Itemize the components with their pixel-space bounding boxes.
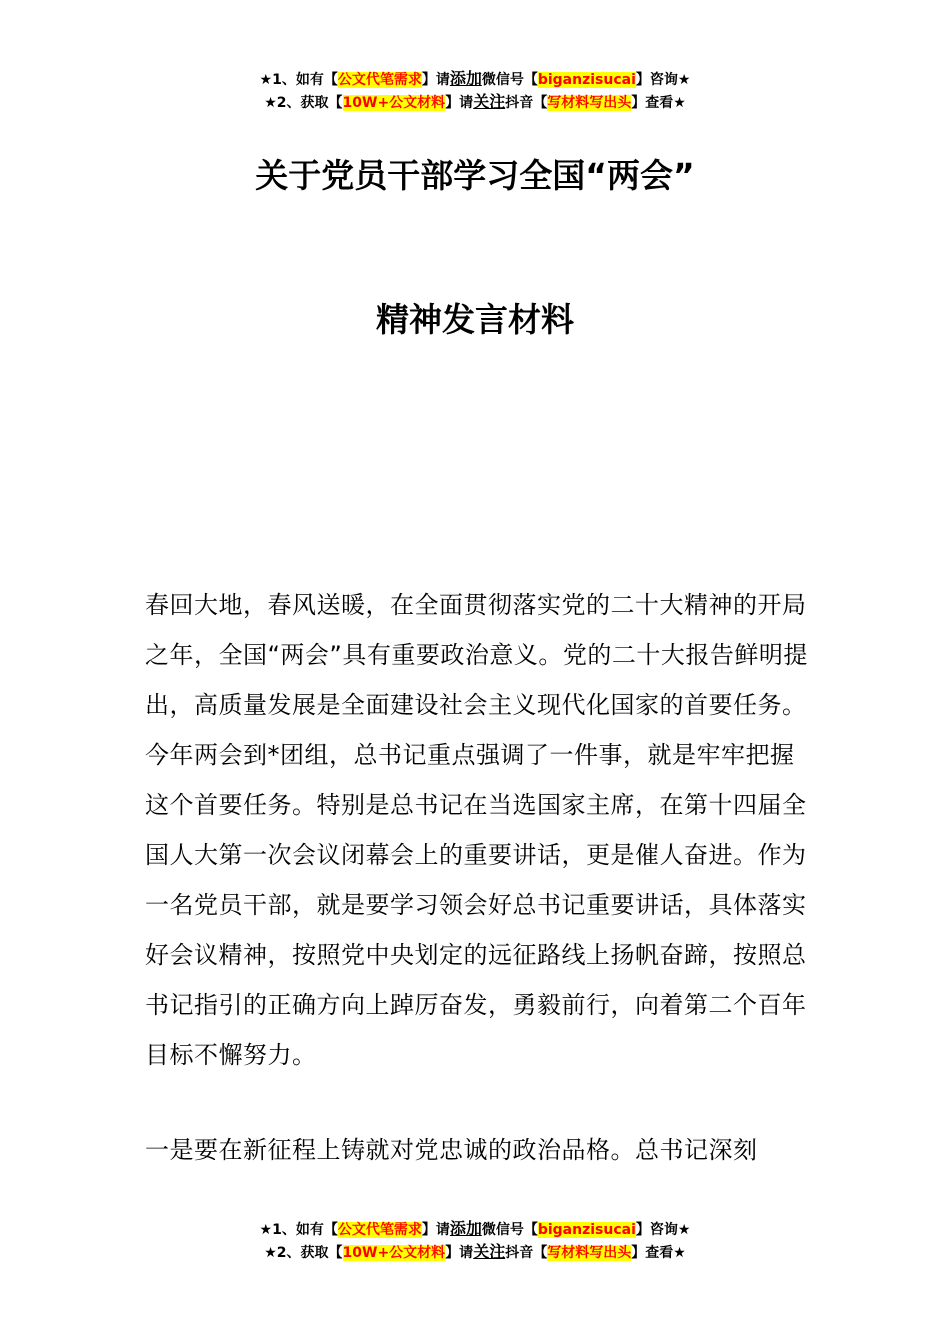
banner-text: ★1、如有【 xyxy=(259,72,338,88)
banner-text: 】请 xyxy=(445,1245,474,1261)
banner-douyin-id: 写材料写出头 xyxy=(547,1245,632,1261)
banner-highlight: 公文代笔需求 xyxy=(337,1222,422,1238)
banner-text: 】请 xyxy=(421,72,450,88)
footer-banner xyxy=(0,1218,950,1264)
document-title-line-2: 精神发言材料 xyxy=(376,300,574,339)
banner-highlight: 10W+公文材料 xyxy=(342,95,446,111)
banner-line-1 xyxy=(0,1218,950,1241)
banner-line-2 xyxy=(0,1241,950,1264)
banner-text: 】查看★ xyxy=(631,95,686,111)
document-title-line-1: 关于党员干部学习全国“两会” xyxy=(255,156,695,195)
banner-text: 微信号【 xyxy=(481,1222,538,1238)
banner-highlight: 公文代笔需求 xyxy=(337,72,422,88)
banner-text: 抖音【 xyxy=(505,1245,548,1261)
banner-text: 抖音【 xyxy=(505,95,548,111)
banner-text: 】咨询★ xyxy=(635,1222,691,1238)
body-paragraph-1: 春回大地，春风送暖，在全面贯彻落实党的二十大精神的开局之年，全国“两会”具有重要政治意义。党的二十大报告鲜明提出，高质量发展是全面建设社会主义现代化国家的首要任务。今年两会到*团组，总书记重点强调了一件事，就是牢牢把握这个首要任务。特别是总书记在当选国家主席，在第十四届全国人大第一次会议闭幕会上的重要讲话，更是催人奋进。作为一名党员干部，就是要学习领会好总书记重要讲话，具体落实好会议精神，按照党中央划定的远征路线上扬帆奋蹄，按照总书记指引的正确方向上踔厉奋发，勇毅前行，向着第二个百年目标不懈努力。 xyxy=(145,591,808,1069)
banner-underlined: 关注 xyxy=(473,92,506,111)
banner-underlined: 关注 xyxy=(473,1242,506,1261)
body-paragraph-2: 一是要在新征程上铸就对党忠诚的政治品格。总书记深刻 xyxy=(145,1136,758,1164)
banner-wechat-id: biganzisucai xyxy=(537,72,636,88)
banner-text: 】查看★ xyxy=(631,1245,686,1261)
banner-douyin-id: 写材料写出头 xyxy=(547,95,632,111)
banner-wechat-id: biganzisucai xyxy=(537,1222,636,1238)
banner-text: 】请 xyxy=(421,1222,450,1238)
banner-text: 微信号【 xyxy=(481,72,538,88)
banner-text: ★2、获取【 xyxy=(264,95,343,111)
banner-underlined: 添加 xyxy=(449,69,482,88)
header-banner xyxy=(0,68,950,114)
banner-text: ★1、如有【 xyxy=(259,1222,338,1238)
banner-text: 】咨询★ xyxy=(635,72,691,88)
banner-highlight: 10W+公文材料 xyxy=(342,1245,446,1261)
banner-line-1 xyxy=(0,68,950,91)
banner-underlined: 添加 xyxy=(449,1219,482,1238)
banner-text: 】请 xyxy=(445,95,474,111)
banner-line-2 xyxy=(0,91,950,114)
banner-text: ★2、获取【 xyxy=(264,1245,343,1261)
